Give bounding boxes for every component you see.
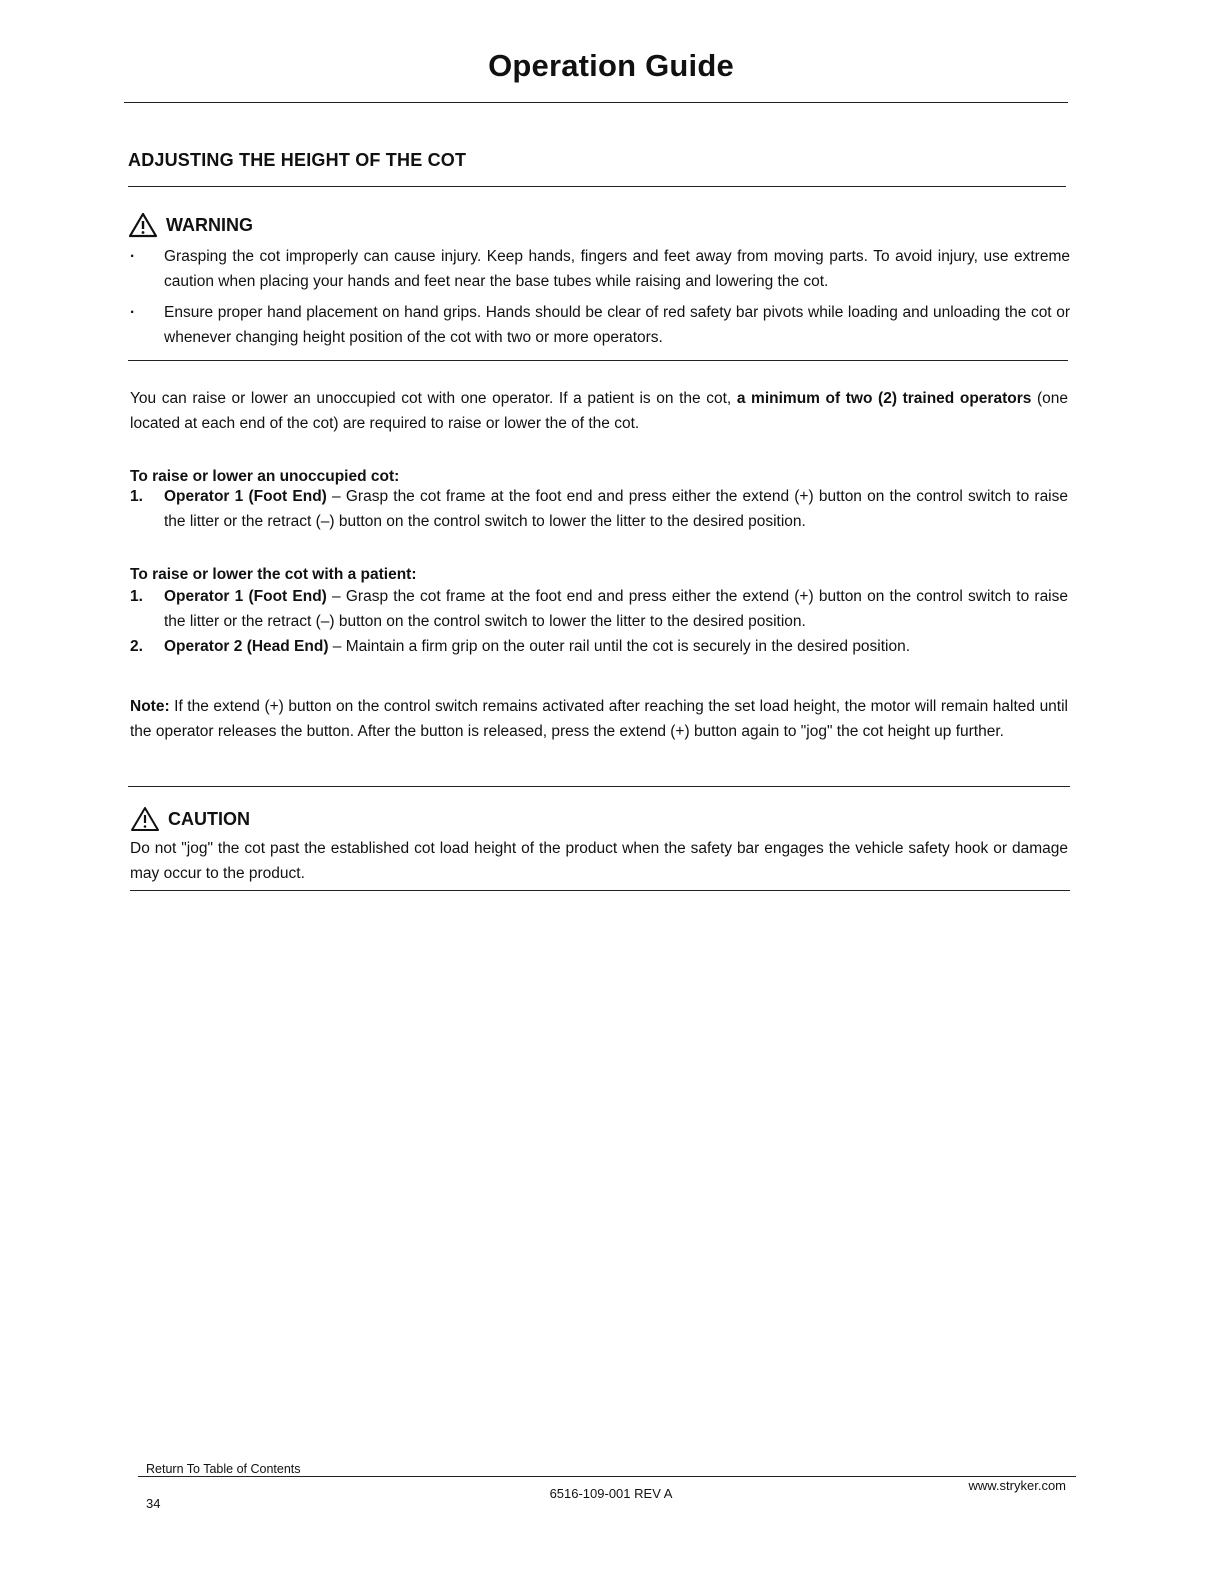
warning-triangle-icon: [128, 212, 158, 238]
document-number: 6516-109-001 REV A: [549, 1486, 673, 1501]
footer-rule: [138, 1476, 1076, 1477]
caution-rule: [130, 890, 1070, 891]
intro-paragraph: [130, 386, 1068, 436]
warning-list: [130, 244, 1070, 356]
patient-steps: [130, 584, 1068, 659]
intro-text: You can raise or lower an unoccupied cot with one operator. If a patient is on the cot,: [130, 390, 737, 407]
patient-title: To raise or lower the cot with a patient:: [130, 566, 417, 583]
step-item: [130, 484, 1068, 534]
section-title: ADJUSTING THE HEIGHT OF THE COT: [128, 150, 467, 170]
note-rule: [128, 786, 1070, 787]
header-rule: [124, 102, 1068, 103]
step-text: – Grasp the cot frame at the foot end and press either the extend (+) button on the control switch to raise the litter or the retract (–) button on the control switch to lower the litter to the desired position.: [164, 488, 1069, 530]
step-label: Operator 2 (Head End): [164, 638, 329, 655]
warning-item: · Grasping the cot improperly can cause injury. Keep hands, fingers and feet away from moving parts. To avoid injury, use extreme caution when placing your hands and feet near the base tubes while raising and lowering the cot.: [130, 244, 1070, 294]
note-paragraph: [130, 694, 1068, 744]
page-number: 34: [146, 1496, 161, 1511]
warning-header: [128, 212, 253, 238]
step-item: [130, 584, 1068, 634]
note-text: If the extend (+) button on the control switch remains activated after reaching the set load height, the motor will remain halted until the operator releases the button. After the button is released, press the extend (+) button again to "jog" the cot height up further.: [130, 698, 1068, 740]
step-label: Operator 1 (Foot End): [164, 488, 327, 505]
step-text: – Maintain a firm grip on the outer rail until the cot is securely in the desired position.: [328, 638, 911, 655]
caution-triangle-icon: [130, 806, 160, 832]
step-number: 1.: [130, 588, 143, 605]
caution-label: CAUTION: [168, 808, 250, 829]
note-label: Note:: [130, 698, 170, 715]
unoccupied-steps: [130, 484, 1068, 534]
caution-header: [130, 806, 250, 832]
step-label: Operator 1 (Foot End): [164, 588, 327, 605]
step-number: 2.: [130, 638, 143, 655]
intro-text-end: (one located at each end of the cot) are required to raise or lower the of the cot.: [130, 390, 1068, 432]
warning-rule: [128, 360, 1068, 361]
warning-label: WARNING: [166, 214, 253, 235]
step-number: 1.: [130, 488, 143, 505]
intro-emphasis: a minimum of two (2) trained operators: [736, 390, 1032, 407]
caution-text: Do not "jog" the cot past the established cot load height of the product when the safety bar engages the vehicle safety hook or damage may occur to the product.: [130, 840, 1068, 882]
unoccupied-title: To raise or lower an unoccupied cot:: [130, 468, 400, 485]
table-of-contents-link[interactable]: Return To Table of Contents: [146, 1462, 301, 1476]
section-rule: [128, 186, 1066, 187]
page-title: Operation Guide: [488, 48, 734, 83]
step-text: – Grasp the cot frame at the foot end and press either the extend (+) button on the control switch to raise the litter or the retract (–) button on the control switch to lower the litter to the desired position.: [164, 588, 1069, 630]
step-item: [130, 634, 1068, 659]
website-url: www.stryker.com: [968, 1478, 1066, 1493]
warning-item: · Ensure proper hand placement on hand grips. Hands should be clear of red safety bar pivots while loading and unloading the cot or whenever changing height position of the cot with two or more operators.: [130, 300, 1070, 350]
